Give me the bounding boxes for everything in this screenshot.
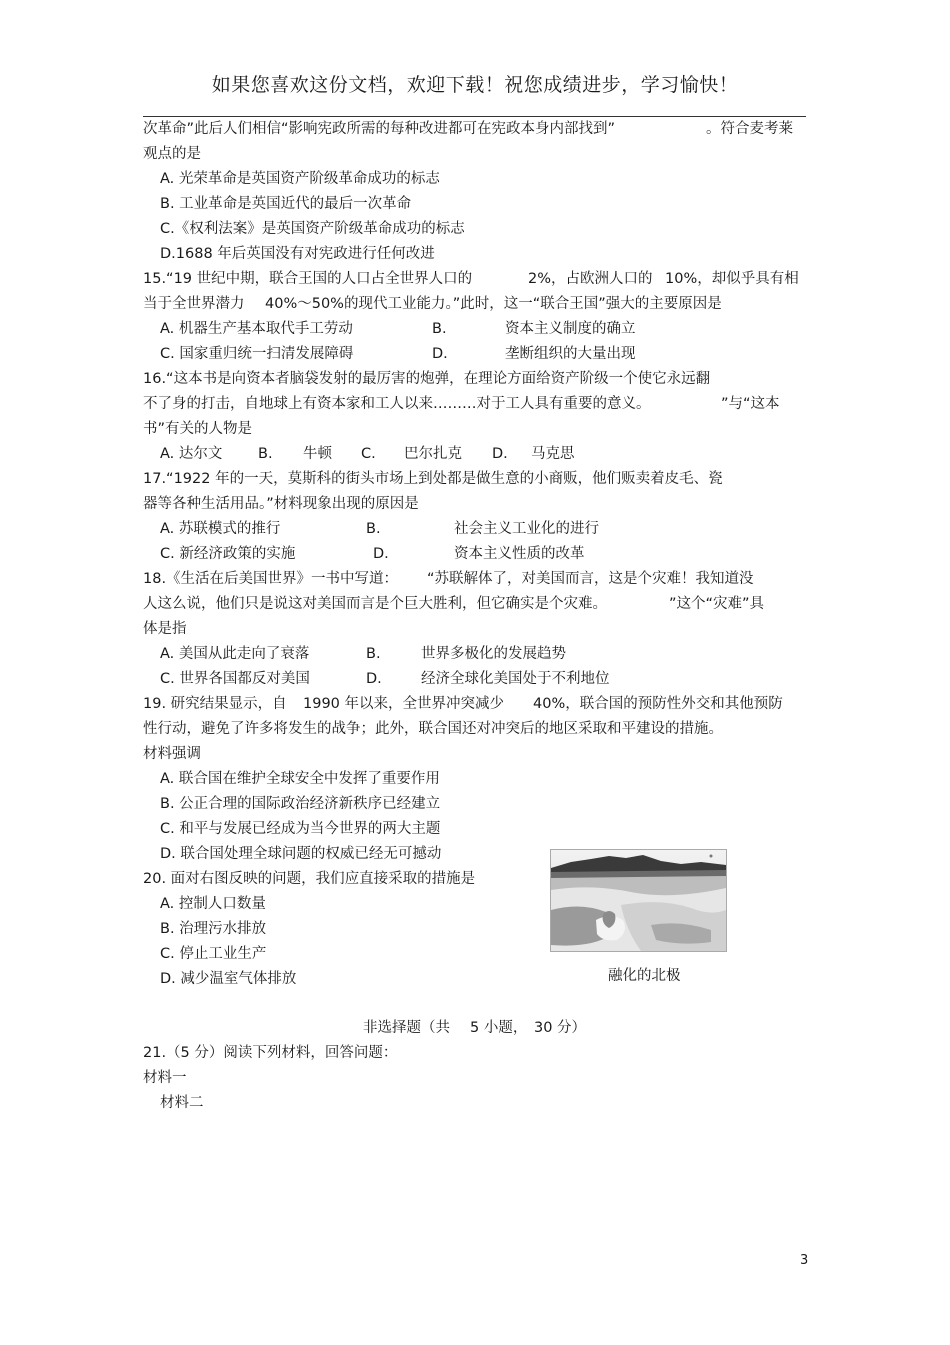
q14-option-b: B. 工业革命是英国近代的最后一次革命	[160, 196, 412, 212]
q18-option-a: A. 美国从此走向了衰落	[160, 646, 310, 662]
q15-option-d: 垄断组织的大量出现	[505, 346, 636, 362]
q18-line2b: ”这个“灾难”具	[669, 596, 765, 612]
q15-line1a: 15.“19 世纪中期，联合王国的人口占全世界人口的	[143, 271, 473, 287]
q14-option-c: C.《权利法案》是英国资产阶级革命成功的标志	[160, 221, 465, 237]
q18-line1b: “苏联解体了，对美国而言，这是个灾难！我知道没	[427, 571, 754, 587]
q16-option-c-letter: C.	[361, 446, 376, 462]
q14-option-d: D.1688 年后英国没有对宪政进行任何改进	[160, 246, 435, 262]
q19-option-a: A. 联合国在维护全球安全中发挥了重要作用	[160, 771, 440, 787]
q15-option-b: 资本主义制度的确立	[505, 321, 636, 337]
q21-material-one: 材料一	[143, 1070, 187, 1086]
q18-line3: 体是指	[143, 621, 187, 637]
section-title-c: 30 分）	[534, 1020, 587, 1036]
q15-option-d-letter: D.	[432, 346, 448, 362]
q19-line1b: 1990 年以来，全世界冲突减少	[303, 696, 505, 712]
q21-line1: 21.（5 分）阅读下列材料，回答问题：	[143, 1045, 398, 1061]
q15-line2a: 当于全世界潜力	[143, 296, 245, 312]
q18-option-d: 经济全球化美国处于不利地位	[421, 671, 610, 687]
q14-option-a: A. 光荣革命是英国资产阶级革命成功的标志	[160, 171, 440, 187]
q20-option-b: B. 治理污水排放	[160, 921, 267, 937]
q17-option-d-letter: D.	[373, 546, 389, 562]
q16-option-b: 牛顿	[303, 446, 332, 462]
q15-line1b: 2%，占欧洲人口的	[528, 271, 653, 287]
q18-line2a: 人这么说，他们只是说这对美国而言是个巨大胜利，但它确实是个灾难。	[143, 596, 607, 612]
q20-option-d: D. 减少温室气体排放	[160, 971, 297, 987]
q15-line1c: 10%，却似乎具有相	[665, 271, 799, 287]
page-header: 如果您喜欢这份文档，欢迎下载！祝您成绩进步，学习愉快！	[211, 74, 739, 96]
q20-option-c: C. 停止工业生产	[160, 946, 267, 962]
q17-option-a: A. 苏联模式的推行	[160, 521, 281, 537]
q16-line2a: 不了身的打击，自地球上有资本家和工人以来………对于工人具有重要的意义。	[143, 396, 651, 412]
q17-option-d: 资本主义性质的改革	[454, 546, 585, 562]
q20-option-a: A. 控制人口数量	[160, 896, 266, 912]
q15-option-c: C. 国家重归统一扫清发展障碍	[160, 346, 354, 362]
q19-option-b: B. 公正合理的国际政治经济新秩序已经建立	[160, 796, 441, 812]
q17-option-c: C. 新经济政策的实施	[160, 546, 296, 562]
q15-option-b-letter: B.	[432, 321, 447, 337]
melting-arctic-photo	[550, 849, 727, 952]
q18-option-b: 世界多极化的发展趋势	[421, 646, 566, 662]
q19-option-c: C. 和平与发展已经成为当今世界的两大主题	[160, 821, 441, 837]
q19-line2: 性行动，避免了许多将发生的战争；此外，联合国还对冲突后的地区采取和平建设的措施。	[143, 721, 723, 737]
q17-option-b: 社会主义工业化的进行	[454, 521, 599, 537]
q19-line1a: 19. 研究结果显示，自	[143, 696, 287, 712]
q16-line2b: ”与“这本	[721, 396, 780, 412]
q16-option-d-letter: D.	[492, 446, 508, 462]
q14-line2: 观点的是	[143, 146, 201, 162]
photo-caption: 融化的北极	[608, 968, 681, 984]
q20-line1: 20. 面对右图反映的问题，我们应直接采取的措施是	[143, 871, 476, 887]
q21-material-two: 材料二	[160, 1095, 204, 1111]
q17-line1: 17.“1922 年的一天，莫斯科的街头市场上到处都是做生意的小商贩，他们贩卖着皮毛、瓷	[143, 471, 723, 487]
q19-option-d: D. 联合国处理全球问题的权威已经无可撼动	[160, 846, 442, 862]
q18-option-b-letter: B.	[366, 646, 381, 662]
q17-line2: 器等各种生活用品。”材料现象出现的原因是	[143, 496, 419, 512]
q17-option-b-letter: B.	[366, 521, 381, 537]
q19-line1c: 40%，联合国的预防性外交和其他预防	[533, 696, 783, 712]
q16-option-a: A. 达尔文	[160, 446, 223, 462]
q15-option-a: A. 机器生产基本取代手工劳动	[160, 321, 353, 337]
q14-line1-tail: 。符合麦考莱	[706, 121, 793, 137]
q16-option-d: 马克思	[531, 446, 575, 462]
q19-line3: 材料强调	[143, 746, 201, 762]
q16-line1: 16.“这本书是向资本者脑袋发射的最厉害的炮弹，在理论方面给资产阶级一个使它永远翻	[143, 371, 711, 387]
page-number: 3	[800, 1253, 809, 1268]
q16-line3: 书”有关的人物是	[143, 421, 253, 437]
section-title-a: 非选择题（共	[363, 1020, 450, 1036]
q14-line1: 次革命”此后人们相信“影响宪政所需的每种改进都可在宪政本身内部找到”	[143, 121, 616, 137]
q18-line1a: 18.《生活在后美国世界》一书中写道：	[143, 571, 399, 587]
q18-option-d-letter: D.	[366, 671, 382, 687]
q16-option-b-letter: B.	[258, 446, 273, 462]
q18-option-c: C. 世界各国都反对美国	[160, 671, 310, 687]
arctic-ice-image	[551, 850, 726, 951]
header-rule	[143, 116, 806, 117]
q15-line2b: 40%～50%的现代工业能力。”此时，这一“联合王国”强大的主要原因是	[265, 296, 722, 312]
section-title-b: 5 小题，	[470, 1020, 528, 1036]
q16-option-c: 巴尔扎克	[404, 446, 462, 462]
